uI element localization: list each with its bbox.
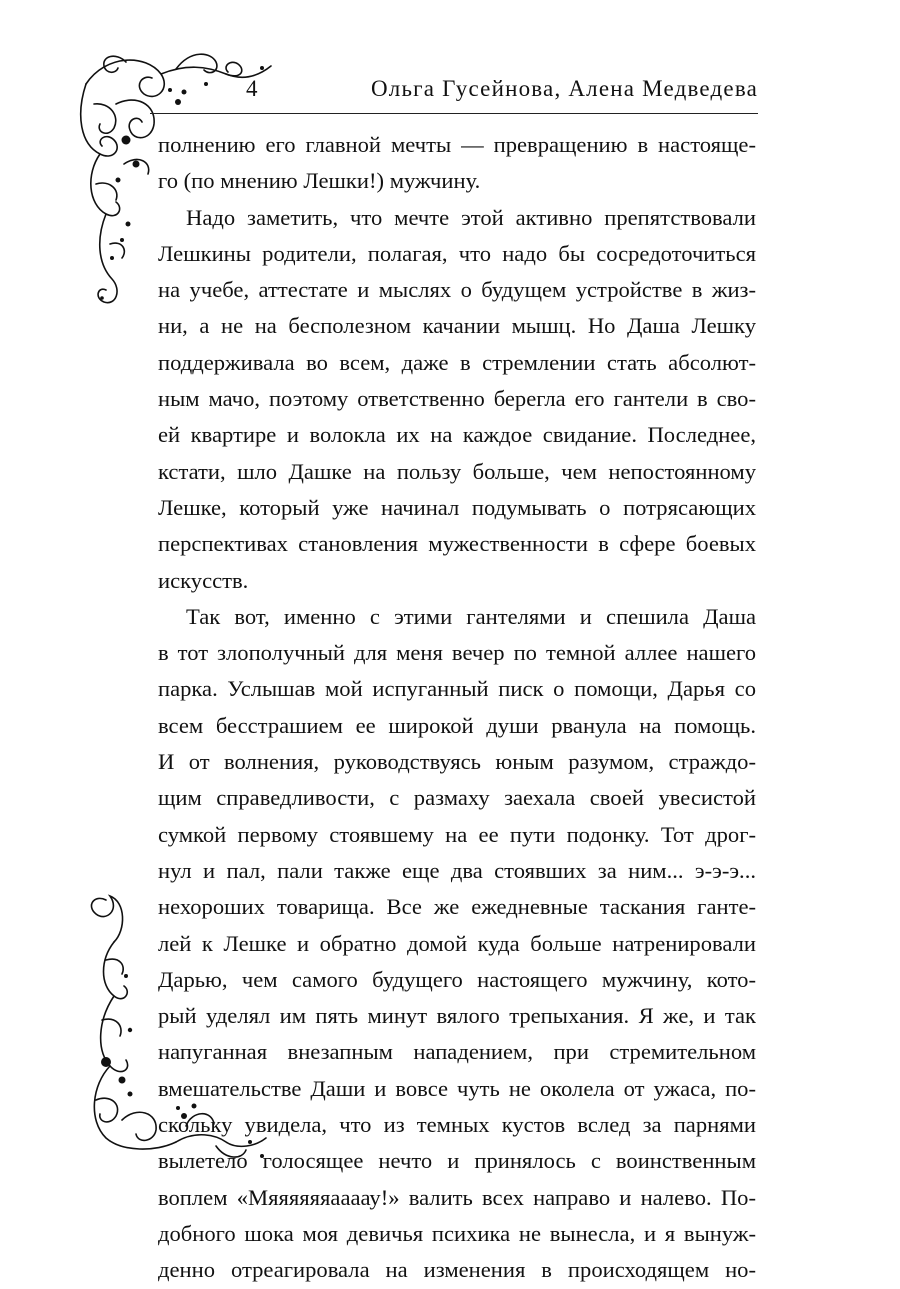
text-line: И от волнения, руководствуясь юным разумом, страждо- <box>158 749 756 775</box>
text-line: нехороших товарища. Все же ежедневные таскания ганте- <box>158 894 756 920</box>
text-line: Так вот, именно с этими гантелями и спешила Даша <box>186 603 756 629</box>
text-line: кстати, шло Дашке на пользу больше, чем непостоянному <box>158 458 756 484</box>
text-line: ным мачо, поэтому ответственно берегла его гантели в сво- <box>158 386 756 412</box>
text-line: парка. Услышав мой испуганный писк о помощи, Дарья со <box>158 676 756 702</box>
text-line: полнению его главной мечты — превращению в настояще- <box>158 132 756 157</box>
text-line: нул и пал, пали также еще два стоявших за ним... э-э-э... <box>158 857 756 883</box>
text-line: на учебе, аттестате и мыслях о будущем устройстве в жиз- <box>158 277 756 303</box>
book-authors: Ольга Гусейнова, Алена Медведева <box>371 76 758 101</box>
text-line: всем бесстрашием ее широкой души рванула на помощь. <box>158 712 756 738</box>
text-line: поддерживала во всем, даже в стремлении стать абсолют- <box>158 349 756 375</box>
text-line: денно отреагировала на изменения в происходящем но- <box>158 1257 756 1283</box>
running-header <box>240 76 760 112</box>
text-line: го (по мнению Лешки!) мужчину. <box>158 168 481 194</box>
body-text <box>158 127 756 1289</box>
text-line: добного шока моя девичья психика не вынесла, и я вынуж- <box>158 1220 756 1246</box>
text-line: Лешкины родители, полагая, что надо бы сосредоточиться <box>158 240 756 266</box>
paragraph <box>158 200 756 599</box>
text-line: вылетело голосящее нечто и принялось с воинственным <box>158 1148 756 1174</box>
text-line: скольку увидела, что из темных кустов вслед за парнями <box>158 1112 756 1138</box>
text-line: в тот злополучный для меня вечер по темной аллее нашего <box>158 640 756 666</box>
paragraph <box>158 127 756 200</box>
text-line: ей квартире и волокла их на каждое свидание. Последнее, <box>158 422 756 448</box>
header-rule <box>150 113 758 114</box>
text-line: напуганная внезапным нападением, при стремительном <box>158 1039 756 1065</box>
text-line: вмешательстве Даши и вовсе чуть не околела от ужаса, по- <box>158 1075 756 1101</box>
text-line: ни, а не на бесполезном качании мышц. Но Даша Лешку <box>158 313 756 339</box>
text-line: искусств. <box>158 567 249 593</box>
page-number: 4 <box>246 76 258 101</box>
text-line: Надо заметить, что мечте этой активно препятствовали <box>186 204 756 230</box>
text-line: Лешке, который уже начинал подумывать о потрясающих <box>158 494 756 520</box>
text-line: рый уделял им пять минут вялого трепыхания. Я же, и так <box>158 1003 756 1029</box>
text-line: перспективах становления мужественности в сфере боевых <box>158 531 756 557</box>
text-line: воплем «Мяяяяяяаааау!» валить всех направо и налево. По- <box>158 1184 756 1210</box>
text-line: лей к Лешке и обратно домой куда больше натренировали <box>158 930 756 956</box>
text-line: сумкой первому стоявшему на ее пути подонку. Тот дрог- <box>158 821 756 847</box>
text-line: Дарью, чем самого будущего настоящего мужчину, кото- <box>158 966 756 992</box>
text-line: щим справедливости, с размаху заехала своей увесистой <box>158 785 756 811</box>
paragraph <box>158 599 756 1289</box>
